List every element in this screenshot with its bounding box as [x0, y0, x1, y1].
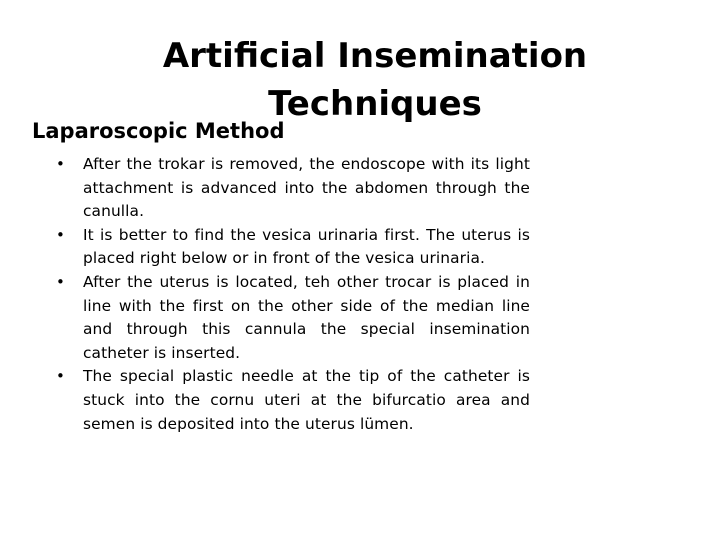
bullet-text: The special plastic needle at the tip of the catheter is stuck into the cornu uteri at the bifurcatio area and semen is deposited into the uterus lümen. — [83, 367, 530, 433]
bullet-text: After the trokar is removed, the endoscope with its light attachment is advanced into the abdomen through the canulla. — [83, 155, 530, 221]
bullet-list — [56, 153, 530, 436]
bullet-marker: • — [56, 155, 65, 173]
slide-title: Artificial Insemination Techniques — [162, 36, 588, 124]
bullet-item — [56, 153, 530, 224]
bullet-item — [56, 271, 530, 365]
bullet-text: After the uterus is located, teh other trocar is placed in line with the first on the other side of the median line and through this cannula the special insemination catheter is inserted. — [83, 272, 530, 362]
bullet-marker: • — [56, 225, 65, 244]
bullet-item — [56, 365, 530, 436]
bullet-marker: • — [56, 272, 65, 291]
bullet-item — [56, 224, 530, 271]
bullet-text: It is better to find the vesica urinaria first. The uterus is placed right below or in front of the vesica urinaria. — [83, 225, 530, 268]
bullet-marker: • — [56, 367, 65, 386]
slide-subtitle: Laparoscopic Method — [32, 119, 285, 143]
